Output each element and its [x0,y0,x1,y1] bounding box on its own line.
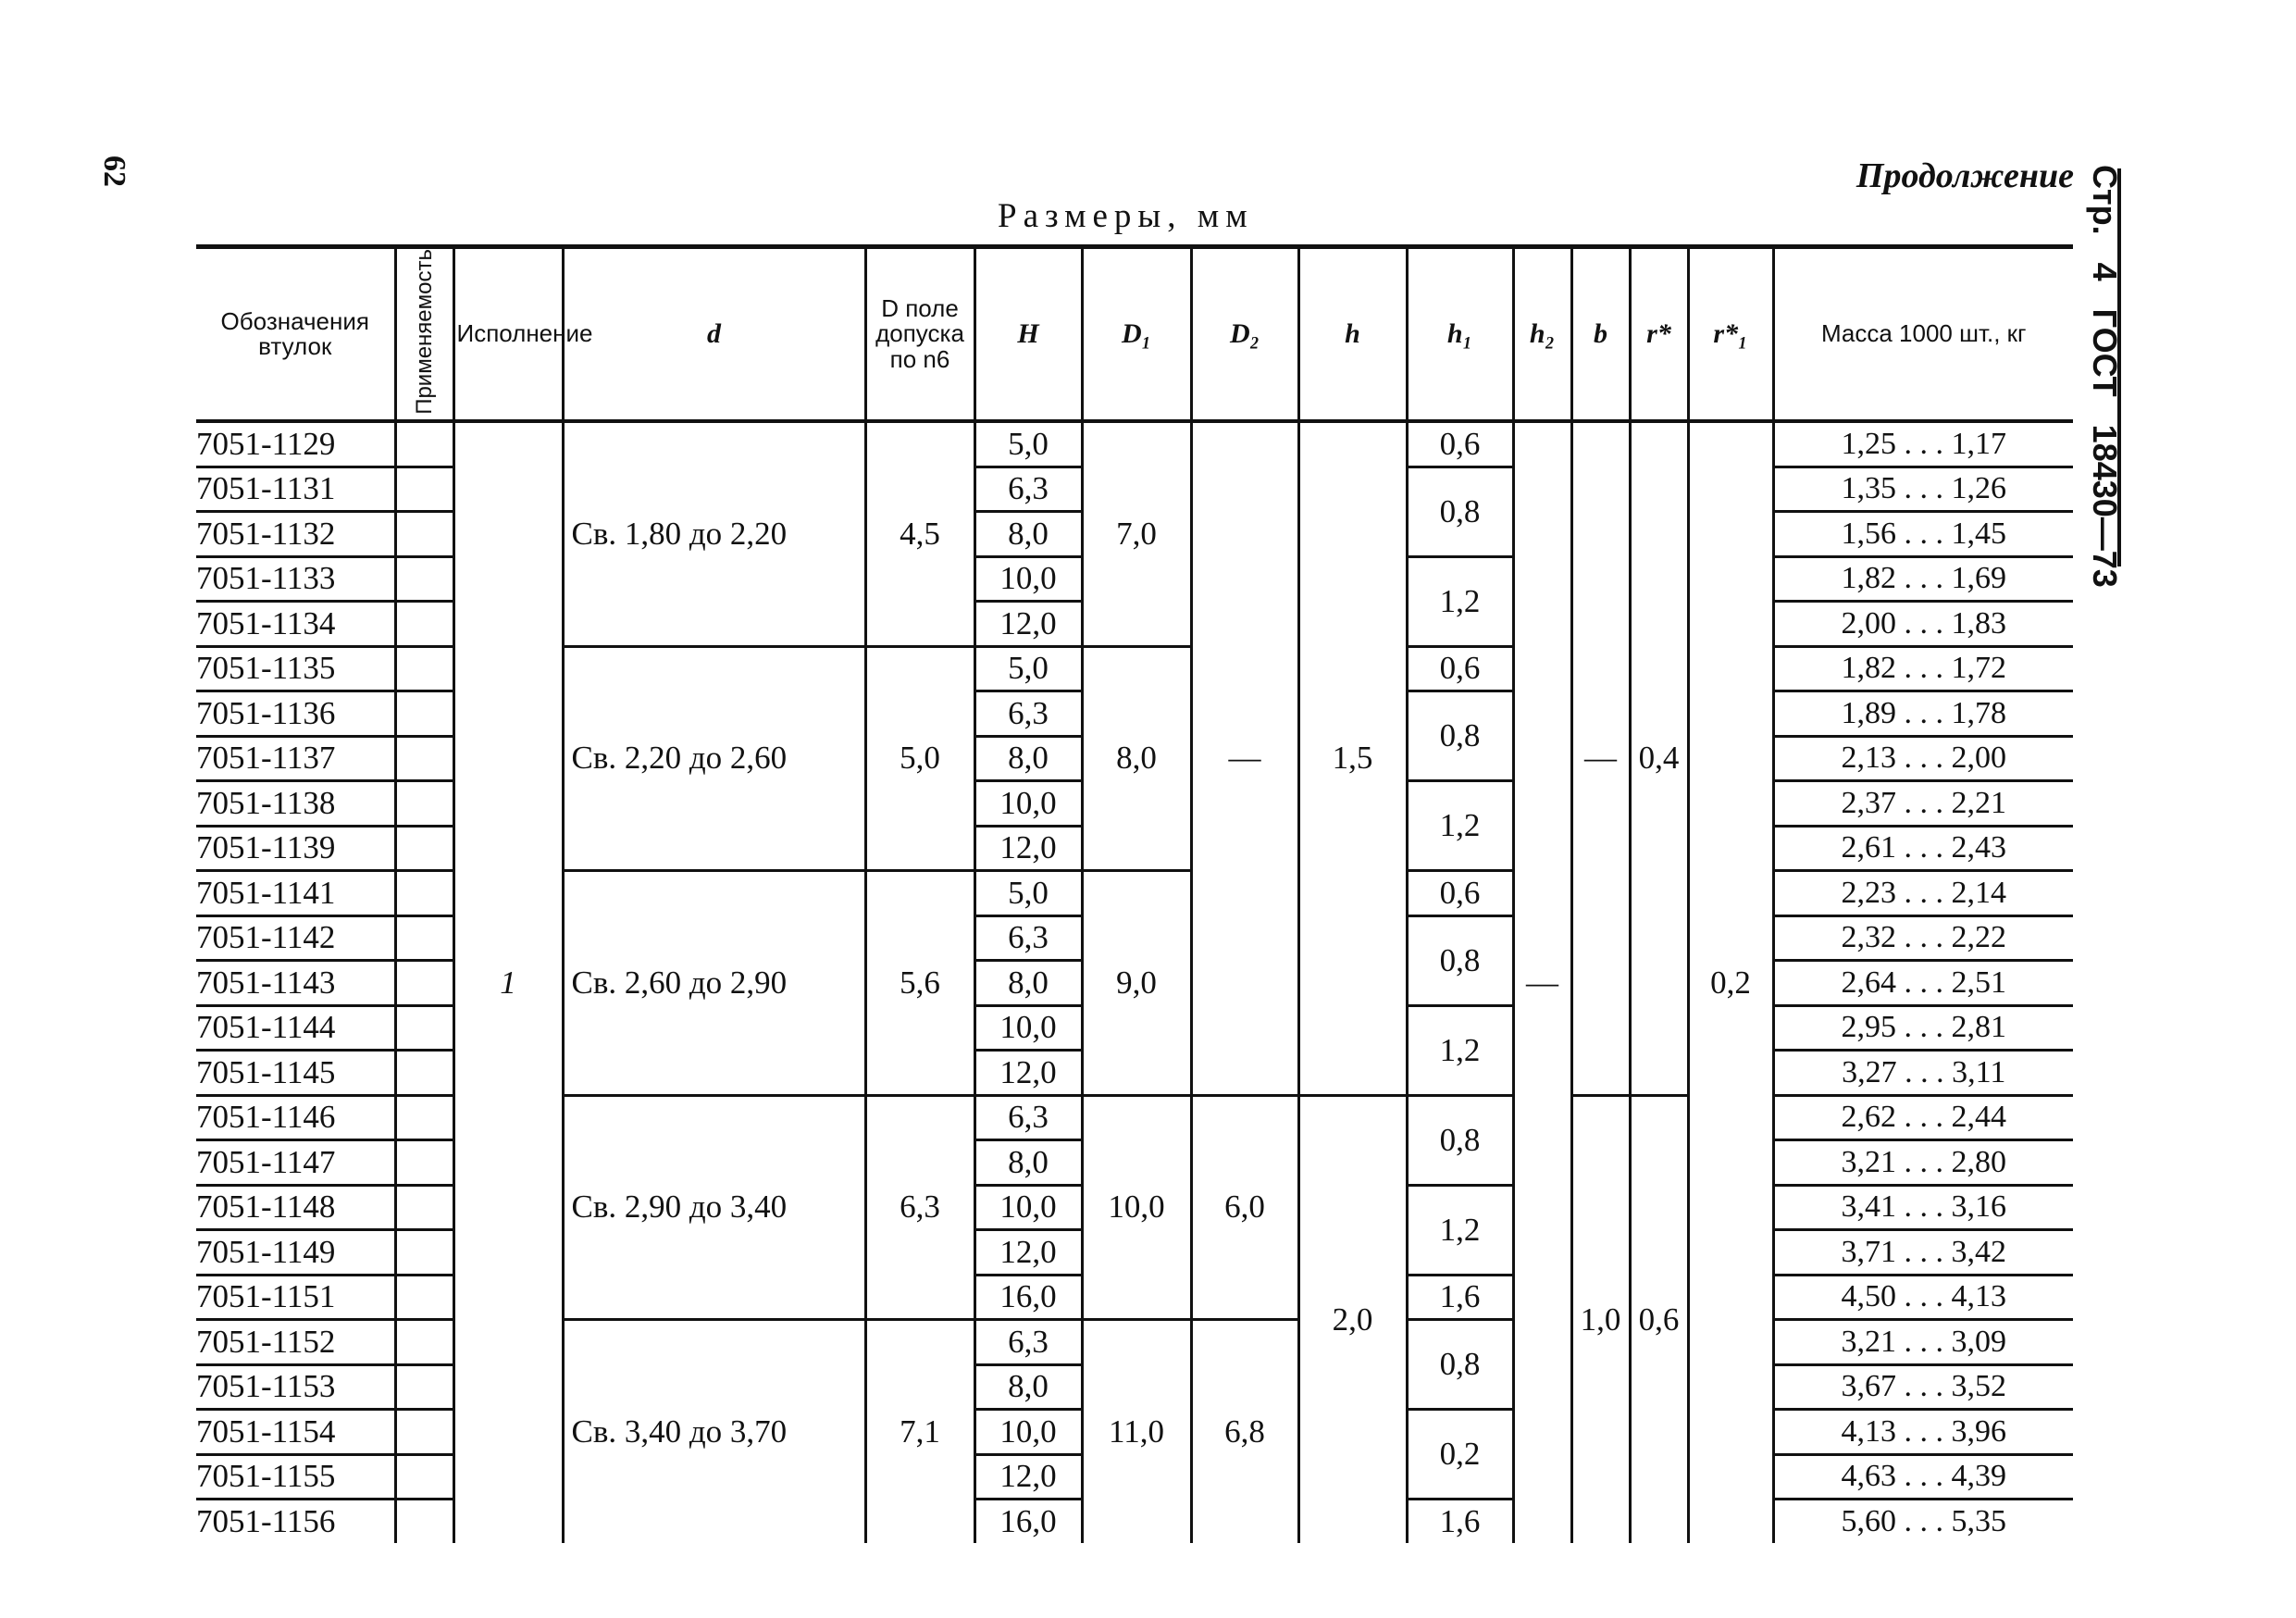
applicability-cell [395,512,453,557]
D1-cell: 11,0 [1082,1320,1191,1543]
H-cell: 12,0 [974,602,1082,647]
H-cell: 6,3 [974,1320,1082,1365]
mass-cell: 4,63 . . . 4,39 [1773,1454,2073,1500]
H-cell: 8,0 [974,512,1082,557]
mass-cell: 4,13 . . . 3,96 [1773,1410,2073,1455]
D-tolerance-cell: 5,0 [865,646,974,871]
H-cell: 8,0 [974,961,1082,1006]
units-title: Размеры, мм [998,197,1254,235]
applicability-cell [395,915,453,961]
H-cell: 5,0 [974,871,1082,916]
code-cell: 7051-1136 [196,691,395,737]
H-cell: 12,0 [974,1454,1082,1500]
mass-cell: 2,37 . . . 2,21 [1773,781,2073,827]
code-cell: 7051-1155 [196,1454,395,1500]
mass-cell: 2,13 . . . 2,00 [1773,736,2073,781]
h1-cell: 1,2 [1407,556,1513,646]
header-applicability [395,249,453,421]
code-cell: 7051-1147 [196,1140,395,1186]
H-cell: 6,3 [974,915,1082,961]
mass-cell: 3,21 . . . 2,80 [1773,1140,2073,1186]
applicability-cell [395,781,453,827]
table-row [196,421,2073,467]
d-range-cell: Св. 2,20 до 2,60 [563,646,865,871]
side-header: Стр. 4 ГОСТ 18430—73 [2086,165,2124,588]
code-cell: 7051-1135 [196,646,395,691]
applicability-cell [395,736,453,781]
H-cell: 10,0 [974,556,1082,602]
H-cell: 10,0 [974,1185,1082,1230]
mass-cell: 1,89 . . . 1,78 [1773,691,2073,737]
D2-cell: 6,8 [1191,1320,1298,1543]
applicability-cell [395,1275,453,1320]
code-cell: 7051-1156 [196,1502,336,1539]
H-cell: 6,3 [974,1095,1082,1140]
D1-cell: 7,0 [1082,421,1191,646]
header-b: b [1571,249,1630,421]
H-cell: 5,0 [974,421,1082,467]
D-tolerance-cell: 7,1 [865,1320,974,1543]
header-D2: D₂ [1191,249,1298,421]
mass-cell: 3,71 . . . 3,42 [1773,1230,2073,1276]
applicability-cell [395,556,453,602]
r1-cell: 0,2 [1688,421,1773,1543]
mass-cell: 1,56 . . . 1,45 [1773,512,2073,557]
code-cell: 7051-1139 [196,826,395,871]
applicability-cell [395,1051,453,1096]
code-cell: 7051-1152 [196,1320,395,1365]
code-cell: 7051-1149 [196,1230,395,1276]
code-cell: 7051-1138 [196,781,395,827]
mass-cell: 3,41 . . . 3,16 [1773,1185,2073,1230]
h1-cell: 0,2 [1407,1410,1513,1500]
mass-cell: 3,27 . . . 3,11 [1773,1051,2073,1096]
mass-cell: 1,82 . . . 1,69 [1773,556,2073,602]
d-range-cell: Св. 2,90 до 3,40 [563,1095,865,1320]
H-cell: 10,0 [974,781,1082,827]
mass-cell: 2,32 . . . 2,22 [1773,915,2073,961]
header-h1: h₁ [1407,249,1513,421]
continuation-label: Продолжение [1855,156,2074,195]
applicability-cell [395,1410,453,1455]
h1-cell: 1,6 [1407,1275,1513,1320]
mass-cell: 1,25 . . . 1,17 [1773,421,2073,467]
code-cell: 7051-1151 [196,1275,395,1320]
mass-cell: 2,95 . . . 2,81 [1773,1005,2073,1051]
applicability-cell [395,1364,453,1410]
header-h2: h₂ [1513,249,1571,421]
applicability-cell [395,1320,453,1365]
code-cell: 7051-1146 [196,1095,395,1140]
h1-cell: 0,8 [1407,1320,1513,1410]
mass-cell: 2,62 . . . 2,44 [1773,1095,2073,1140]
header-D: D поле допуска по n6 [865,249,974,421]
applicability-cell [395,1500,453,1543]
h-cell: 2,0 [1298,1095,1407,1543]
H-cell: 10,0 [974,1410,1082,1455]
header-applicability-text: Применяемость [411,249,437,415]
applicability-cell [395,826,453,871]
h1-cell: 0,6 [1407,871,1513,916]
bushing-dimensions-table [196,249,2073,1543]
version-cell: 1 [453,421,563,1543]
mass-cell: 1,35 . . . 1,26 [1773,467,2073,512]
h1-cell: 1,2 [1407,781,1513,871]
mass-cell: 3,67 . . . 3,52 [1773,1364,2073,1410]
h1-cell: 1,2 [1407,1185,1513,1275]
header-r: r* [1630,249,1688,421]
header-D1: D₁ [1082,249,1191,421]
h1-cell: 0,8 [1407,1095,1513,1185]
code-cell: 7051-1153 [196,1364,395,1410]
H-cell: 8,0 [974,736,1082,781]
code-cell: 7051-1134 [196,602,395,647]
mass-cell: 1,82 . . . 1,72 [1773,646,2073,691]
h1-cell: 0,6 [1407,646,1513,691]
applicability-cell [395,646,453,691]
D2-cell: 6,0 [1191,1095,1298,1320]
mass-cell: 5,60 . . . 5,35 [1773,1500,2073,1543]
r-cell: 0,4 [1630,421,1688,1095]
h-cell: 1,5 [1298,421,1407,1095]
mass-cell: 3,21 . . . 3,09 [1773,1320,2073,1365]
D1-cell: 9,0 [1082,871,1191,1096]
h1-cell: 1,2 [1407,1005,1513,1095]
mass-cell: 2,23 . . . 2,14 [1773,871,2073,916]
D1-cell: 8,0 [1082,646,1191,871]
b-cell: — [1571,421,1630,1095]
H-cell: 16,0 [974,1275,1082,1320]
header-code: Обозначения втулок [196,249,395,421]
header-mass: Масса 1000 шт., кг [1773,249,2073,421]
d-range-cell: Св. 2,60 до 2,90 [563,871,865,1096]
header-row [196,249,2073,421]
mass-cell: 2,64 . . . 2,51 [1773,961,2073,1006]
H-cell: 8,0 [974,1364,1082,1410]
h2-cell: — [1513,421,1571,1543]
mass-cell: 2,61 . . . 2,43 [1773,826,2073,871]
H-cell: 6,3 [974,691,1082,737]
applicability-cell [395,961,453,1006]
applicability-cell [395,1230,453,1276]
H-cell: 10,0 [974,1005,1082,1051]
header-h: h [1298,249,1407,421]
b-cell: 1,0 [1571,1095,1630,1543]
code-cell: 7051-1142 [196,915,395,961]
header-version: Исполнение [453,249,563,421]
h1-cell: 0,6 [1407,421,1513,467]
H-cell: 8,0 [974,1140,1082,1186]
header-H: H [974,249,1082,421]
H-cell: 12,0 [974,1051,1082,1096]
code-cell: 7051-1143 [196,961,395,1006]
code-cell: 7051-1129 [196,421,395,467]
code-cell: 7051-1148 [196,1185,395,1230]
H-cell: 16,0 [974,1500,1082,1543]
d-range-cell: Св. 3,40 до 3,70 [563,1320,865,1543]
page-number: 62 [97,156,131,187]
code-cell: 7051-1133 [196,556,395,602]
code-cell: 7051-1132 [196,512,395,557]
H-cell: 5,0 [974,646,1082,691]
code-cell: 7051-1144 [196,1005,395,1051]
H-cell: 12,0 [974,826,1082,871]
applicability-cell [395,467,453,512]
d-range-cell: Св. 1,80 до 2,20 [563,421,865,646]
D-tolerance-cell: 6,3 [865,1095,974,1320]
D1-cell: 10,0 [1082,1095,1191,1320]
code-cell: 7051-1145 [196,1051,395,1096]
applicability-cell [395,1454,453,1500]
code-cell: 7051-1141 [196,871,395,916]
h1-cell: 1,6 [1407,1500,1513,1543]
h1-cell: 0,8 [1407,467,1513,556]
h1-cell: 0,8 [1407,691,1513,781]
D-tolerance-cell: 4,5 [865,421,974,646]
header-d: d [563,249,865,421]
H-cell: 12,0 [974,1230,1082,1276]
mass-cell: 2,00 . . . 1,83 [1773,602,2073,647]
applicability-cell [395,691,453,737]
bushing-dimensions-table-wrap [196,244,2073,1543]
D-tolerance-cell: 5,6 [865,871,974,1096]
H-cell: 6,3 [974,467,1082,512]
applicability-cell [395,602,453,647]
applicability-cell [395,1095,453,1140]
code-cell: 7051-1137 [196,736,395,781]
D2-cell: — [1191,421,1298,1095]
applicability-cell [395,421,453,467]
mass-cell: 4,50 . . . 4,13 [1773,1275,2073,1320]
applicability-cell [395,1005,453,1051]
code-cell: 7051-1131 [196,467,395,512]
applicability-cell [395,1185,453,1230]
applicability-cell [395,1140,453,1186]
code-cell: 7051-1154 [196,1410,395,1455]
h1-cell: 0,8 [1407,915,1513,1005]
applicability-cell [395,871,453,916]
r-cell: 0,6 [1630,1095,1688,1543]
header-r1: r*₁ [1688,249,1773,421]
